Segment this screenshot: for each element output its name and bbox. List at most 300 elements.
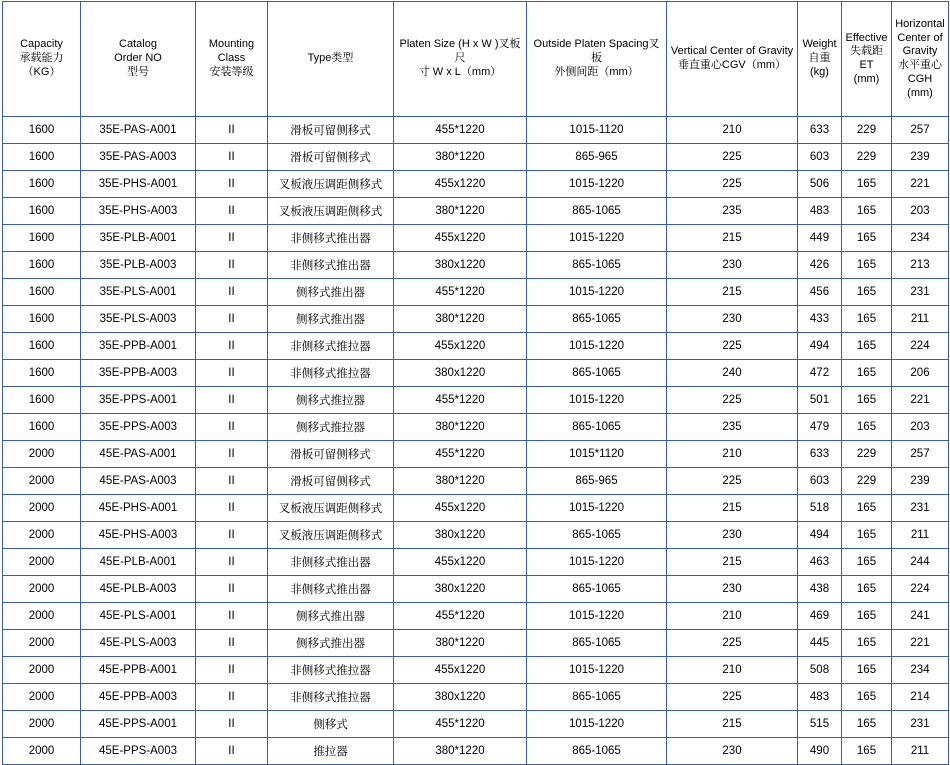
- cell-type: 非侧移式推出器: [268, 576, 394, 603]
- cell-capacity: 2000: [3, 468, 81, 495]
- cell-et: 229: [842, 441, 892, 468]
- cell-type: 非侧移式推拉器: [268, 333, 394, 360]
- cell-mounting: II: [196, 198, 268, 225]
- cell-cgh: 214: [892, 684, 949, 711]
- cell-vcg: 240: [667, 360, 798, 387]
- table-row: [3, 549, 949, 576]
- column-header-capacity: [3, 2, 81, 117]
- column-header-line: 寸 W x L（mm）: [418, 65, 502, 78]
- cell-cgh: 221: [892, 387, 949, 414]
- cell-outside_spacing: 865-1065: [527, 576, 667, 603]
- cell-vcg: 215: [667, 549, 798, 576]
- cell-mounting: II: [196, 657, 268, 684]
- cell-et: 229: [842, 117, 892, 144]
- cell-cgh: 221: [892, 630, 949, 657]
- cell-cgh: 239: [892, 144, 949, 171]
- cell-mounting: II: [196, 684, 268, 711]
- cell-cgh: 257: [892, 441, 949, 468]
- cell-platen_size: 455x1220: [394, 333, 527, 360]
- cell-type: 侧移式推拉器: [268, 387, 394, 414]
- cell-catalog: 45E-PPS-A001: [81, 711, 196, 738]
- cell-capacity: 1600: [3, 225, 81, 252]
- cell-catalog: 35E-PAS-A001: [81, 117, 196, 144]
- cell-mounting: II: [196, 711, 268, 738]
- column-header-line: Type类型: [307, 52, 354, 65]
- cell-et: 165: [842, 279, 892, 306]
- cell-et: 165: [842, 522, 892, 549]
- cell-cgh: 203: [892, 198, 949, 225]
- cell-outside_spacing: 1015-1220: [527, 549, 667, 576]
- cell-outside_spacing: 865-1065: [527, 630, 667, 657]
- table-row: [3, 360, 949, 387]
- cell-catalog: 45E-PAS-A003: [81, 468, 196, 495]
- column-header-line: Class: [217, 52, 246, 65]
- cell-cgh: 203: [892, 414, 949, 441]
- cell-outside_spacing: 1015-1220: [527, 657, 667, 684]
- column-header-line: Weight: [802, 38, 837, 51]
- cell-weight: 438: [798, 576, 842, 603]
- cell-weight: 469: [798, 603, 842, 630]
- cell-capacity: 1600: [3, 333, 81, 360]
- cell-mounting: II: [196, 333, 268, 360]
- cell-vcg: 215: [667, 711, 798, 738]
- cell-mounting: II: [196, 117, 268, 144]
- cell-capacity: 2000: [3, 576, 81, 603]
- column-header-line: Center of: [897, 31, 943, 44]
- cell-cgh: 211: [892, 738, 949, 765]
- cell-type: 侧移式推拉器: [268, 414, 394, 441]
- cell-weight: 445: [798, 630, 842, 657]
- column-header-line: Order NO: [114, 52, 162, 65]
- cell-cgh: 211: [892, 306, 949, 333]
- cell-weight: 483: [798, 684, 842, 711]
- cell-weight: 494: [798, 522, 842, 549]
- cell-mounting: II: [196, 738, 268, 765]
- cell-vcg: 210: [667, 441, 798, 468]
- cell-weight: 449: [798, 225, 842, 252]
- cell-catalog: 35E-PPS-A001: [81, 387, 196, 414]
- cell-outside_spacing: 865-1065: [527, 684, 667, 711]
- cell-mounting: II: [196, 414, 268, 441]
- cell-type: 非侧移式推出器: [268, 549, 394, 576]
- table-row: [3, 279, 949, 306]
- cell-capacity: 1600: [3, 117, 81, 144]
- cell-cgh: 231: [892, 495, 949, 522]
- cell-capacity: 1600: [3, 306, 81, 333]
- cell-outside_spacing: 1015-1220: [527, 171, 667, 198]
- table-row: [3, 252, 949, 279]
- column-header-catalog: [81, 2, 196, 117]
- cell-mounting: II: [196, 360, 268, 387]
- cell-outside_spacing: 865-1065: [527, 414, 667, 441]
- cell-et: 165: [842, 576, 892, 603]
- cell-type: 侧移式推出器: [268, 630, 394, 657]
- cell-cgh: 221: [892, 171, 949, 198]
- cell-mounting: II: [196, 495, 268, 522]
- cell-weight: 603: [798, 468, 842, 495]
- cell-platen_size: 455x1220: [394, 549, 527, 576]
- cell-vcg: 235: [667, 414, 798, 441]
- cell-et: 165: [842, 414, 892, 441]
- cell-cgh: 231: [892, 279, 949, 306]
- cell-vcg: 210: [667, 657, 798, 684]
- cell-catalog: 35E-PLB-A003: [81, 252, 196, 279]
- cell-type: 滑板可留侧移式: [268, 144, 394, 171]
- cell-outside_spacing: 865-1065: [527, 252, 667, 279]
- cell-weight: 433: [798, 306, 842, 333]
- table-row: [3, 306, 949, 333]
- cell-vcg: 225: [667, 144, 798, 171]
- cell-platen_size: 455*1220: [394, 441, 527, 468]
- cell-mounting: II: [196, 144, 268, 171]
- table-row: [3, 576, 949, 603]
- column-header-line: (mm): [907, 86, 933, 99]
- table-row: [3, 468, 949, 495]
- cell-type: 侧移式: [268, 711, 394, 738]
- cell-capacity: 2000: [3, 684, 81, 711]
- cell-platen_size: 455*1220: [394, 387, 527, 414]
- cell-weight: 501: [798, 387, 842, 414]
- column-header-weight: [798, 2, 842, 117]
- table-row: [3, 684, 949, 711]
- cell-type: 侧移式推出器: [268, 279, 394, 306]
- cell-catalog: 35E-PAS-A003: [81, 144, 196, 171]
- cell-type: 叉板液压调距侧移式: [268, 171, 394, 198]
- table-row: [3, 144, 949, 171]
- cell-cgh: 234: [892, 657, 949, 684]
- column-header-line: 承载能力: [19, 52, 64, 65]
- cell-platen_size: 455x1220: [394, 495, 527, 522]
- cell-mounting: II: [196, 171, 268, 198]
- column-header-line: Vertical Center of Gravity: [670, 45, 794, 58]
- cell-platen_size: 455*1220: [394, 603, 527, 630]
- cell-capacity: 1600: [3, 387, 81, 414]
- cell-cgh: 211: [892, 522, 949, 549]
- cell-outside_spacing: 865-1065: [527, 306, 667, 333]
- cell-catalog: 45E-PPB-A003: [81, 684, 196, 711]
- cell-catalog: 35E-PHS-A003: [81, 198, 196, 225]
- cell-capacity: 2000: [3, 657, 81, 684]
- cell-platen_size: 380x1220: [394, 360, 527, 387]
- cell-outside_spacing: 1015-1220: [527, 495, 667, 522]
- column-header-line: （KG）: [22, 65, 61, 78]
- table-header: [3, 2, 949, 117]
- cell-cgh: 244: [892, 549, 949, 576]
- cell-mounting: II: [196, 306, 268, 333]
- cell-type: 非侧移式推出器: [268, 225, 394, 252]
- cell-et: 165: [842, 495, 892, 522]
- cell-platen_size: 455*1220: [394, 279, 527, 306]
- cell-weight: 456: [798, 279, 842, 306]
- cell-platen_size: 380*1220: [394, 306, 527, 333]
- cell-outside_spacing: 865-1065: [527, 198, 667, 225]
- cell-outside_spacing: 865-1065: [527, 738, 667, 765]
- cell-catalog: 45E-PLS-A003: [81, 630, 196, 657]
- cell-type: 非侧移式推出器: [268, 252, 394, 279]
- cell-mounting: II: [196, 522, 268, 549]
- cell-et: 229: [842, 144, 892, 171]
- cell-catalog: 35E-PHS-A001: [81, 171, 196, 198]
- cell-et: 165: [842, 306, 892, 333]
- cell-mounting: II: [196, 387, 268, 414]
- table-row: [3, 738, 949, 765]
- table-row: [3, 711, 949, 738]
- cell-vcg: 230: [667, 522, 798, 549]
- column-header-outside_spacing: [527, 2, 667, 117]
- column-header-mounting: [196, 2, 268, 117]
- cell-outside_spacing: 865-1065: [527, 522, 667, 549]
- cell-cgh: 239: [892, 468, 949, 495]
- cell-type: 叉板液压调距侧移式: [268, 522, 394, 549]
- cell-platen_size: 380x1220: [394, 522, 527, 549]
- cell-platen_size: 455*1220: [394, 711, 527, 738]
- cell-et: 165: [842, 252, 892, 279]
- cell-et: 165: [842, 360, 892, 387]
- cell-type: 侧移式推出器: [268, 603, 394, 630]
- cell-outside_spacing: 1015-1220: [527, 711, 667, 738]
- cell-platen_size: 455*1220: [394, 117, 527, 144]
- cell-mounting: II: [196, 225, 268, 252]
- cell-weight: 603: [798, 144, 842, 171]
- column-header-platen_size: [394, 2, 527, 117]
- cell-et: 165: [842, 603, 892, 630]
- column-header-line: (mm): [853, 72, 880, 85]
- cell-vcg: 230: [667, 576, 798, 603]
- column-header-cgh: [892, 2, 949, 117]
- cell-cgh: 231: [892, 711, 949, 738]
- column-header-et: [842, 2, 892, 117]
- cell-platen_size: 455x1220: [394, 657, 527, 684]
- table-row: [3, 522, 949, 549]
- cell-weight: 463: [798, 549, 842, 576]
- cell-type: 非侧移式推拉器: [268, 360, 394, 387]
- column-header-line: 安装等级: [209, 65, 254, 78]
- cell-capacity: 2000: [3, 495, 81, 522]
- cell-vcg: 235: [667, 198, 798, 225]
- cell-et: 165: [842, 387, 892, 414]
- cell-weight: 483: [798, 198, 842, 225]
- cell-weight: 633: [798, 117, 842, 144]
- cell-capacity: 2000: [3, 711, 81, 738]
- cell-vcg: 215: [667, 279, 798, 306]
- cell-mounting: II: [196, 468, 268, 495]
- cell-capacity: 2000: [3, 603, 81, 630]
- cell-mounting: II: [196, 441, 268, 468]
- cell-vcg: 225: [667, 468, 798, 495]
- cell-platen_size: 455x1220: [394, 225, 527, 252]
- cell-et: 165: [842, 225, 892, 252]
- cell-vcg: 230: [667, 252, 798, 279]
- cell-outside_spacing: 1015-1220: [527, 387, 667, 414]
- cell-vcg: 230: [667, 306, 798, 333]
- cell-et: 165: [842, 738, 892, 765]
- cell-type: 侧移式推出器: [268, 306, 394, 333]
- cell-outside_spacing: 1015-1220: [527, 333, 667, 360]
- column-header-line: 水平重心CGH: [898, 59, 942, 85]
- cell-catalog: 45E-PLB-A001: [81, 549, 196, 576]
- cell-et: 165: [842, 333, 892, 360]
- cell-cgh: 206: [892, 360, 949, 387]
- cell-platen_size: 455x1220: [394, 171, 527, 198]
- cell-capacity: 1600: [3, 414, 81, 441]
- column-header-line: 自重: [808, 52, 831, 65]
- cell-capacity: 1600: [3, 360, 81, 387]
- column-header-line: 外侧间距（mm）: [554, 65, 639, 78]
- cell-type: 滑板可留侧移式: [268, 468, 394, 495]
- cell-outside_spacing: 865-965: [527, 144, 667, 171]
- column-header-line: 垂直重心CGV（mm）: [677, 59, 787, 71]
- cell-catalog: 35E-PLS-A001: [81, 279, 196, 306]
- header-row: [3, 2, 949, 117]
- cell-type: 叉板液压调距侧移式: [268, 198, 394, 225]
- cell-mounting: II: [196, 630, 268, 657]
- cell-platen_size: 380*1220: [394, 468, 527, 495]
- cell-weight: 518: [798, 495, 842, 522]
- cell-vcg: 225: [667, 171, 798, 198]
- cell-outside_spacing: 1015-1220: [527, 603, 667, 630]
- cell-cgh: 224: [892, 333, 949, 360]
- cell-platen_size: 380*1220: [394, 738, 527, 765]
- cell-weight: 633: [798, 441, 842, 468]
- cell-outside_spacing: 1015*1120: [527, 441, 667, 468]
- cell-capacity: 2000: [3, 441, 81, 468]
- cell-capacity: 2000: [3, 738, 81, 765]
- cell-weight: 479: [798, 414, 842, 441]
- cell-et: 165: [842, 630, 892, 657]
- cell-weight: 506: [798, 171, 842, 198]
- cell-mounting: II: [196, 279, 268, 306]
- cell-type: 非侧移式推拉器: [268, 657, 394, 684]
- cell-weight: 494: [798, 333, 842, 360]
- column-header-vcg: [667, 2, 798, 117]
- table-row: [3, 171, 949, 198]
- cell-weight: 508: [798, 657, 842, 684]
- cell-catalog: 45E-PLB-A003: [81, 576, 196, 603]
- cell-capacity: 2000: [3, 630, 81, 657]
- cell-catalog: 35E-PPB-A003: [81, 360, 196, 387]
- table-row: [3, 387, 949, 414]
- cell-vcg: 210: [667, 603, 798, 630]
- cell-et: 165: [842, 198, 892, 225]
- cell-catalog: 35E-PPB-A001: [81, 333, 196, 360]
- cell-type: 滑板可留侧移式: [268, 117, 394, 144]
- table-row: [3, 657, 949, 684]
- cell-capacity: 1600: [3, 198, 81, 225]
- cell-weight: 426: [798, 252, 842, 279]
- cell-catalog: 35E-PLS-A003: [81, 306, 196, 333]
- cell-et: 229: [842, 468, 892, 495]
- cell-catalog: 45E-PPB-A001: [81, 657, 196, 684]
- column-header-line: Outside Platen Spacing叉板: [533, 38, 660, 65]
- cell-et: 165: [842, 549, 892, 576]
- column-header-line: Gravity: [902, 45, 938, 58]
- cell-outside_spacing: 1015-1120: [527, 117, 667, 144]
- column-header-line: Platen Size (H x W )叉板尺: [399, 38, 521, 65]
- cell-weight: 472: [798, 360, 842, 387]
- cell-catalog: 35E-PPS-A003: [81, 414, 196, 441]
- cell-cgh: 241: [892, 603, 949, 630]
- cell-vcg: 215: [667, 225, 798, 252]
- column-header-line: 失载距ET: [850, 45, 883, 71]
- table-row: [3, 495, 949, 522]
- cell-platen_size: 380x1220: [394, 684, 527, 711]
- cell-type: 推拉器: [268, 738, 394, 765]
- cell-catalog: 35E-PLB-A001: [81, 225, 196, 252]
- table-row: [3, 630, 949, 657]
- cell-mounting: II: [196, 603, 268, 630]
- cell-capacity: 1600: [3, 144, 81, 171]
- column-header-type: [268, 2, 394, 117]
- cell-cgh: 224: [892, 576, 949, 603]
- cell-platen_size: 380*1220: [394, 414, 527, 441]
- cell-capacity: 2000: [3, 549, 81, 576]
- cell-vcg: 225: [667, 684, 798, 711]
- cell-vcg: 225: [667, 630, 798, 657]
- cell-et: 165: [842, 684, 892, 711]
- cell-platen_size: 380x1220: [394, 576, 527, 603]
- cell-platen_size: 380x1220: [394, 252, 527, 279]
- cell-capacity: 1600: [3, 171, 81, 198]
- cell-type: 非侧移式推拉器: [268, 684, 394, 711]
- cell-catalog: 45E-PHS-A001: [81, 495, 196, 522]
- column-header-line: Horizontal: [895, 17, 945, 30]
- cell-cgh: 234: [892, 225, 949, 252]
- cell-catalog: 45E-PHS-A003: [81, 522, 196, 549]
- cell-mounting: II: [196, 576, 268, 603]
- cell-vcg: 215: [667, 495, 798, 522]
- cell-mounting: II: [196, 252, 268, 279]
- specification-table: [2, 1, 949, 765]
- cell-et: 165: [842, 711, 892, 738]
- cell-outside_spacing: 1015-1220: [527, 225, 667, 252]
- cell-et: 165: [842, 657, 892, 684]
- cell-vcg: 225: [667, 333, 798, 360]
- table-row: [3, 333, 949, 360]
- column-header-line: Capacity: [20, 38, 63, 51]
- cell-platen_size: 380*1220: [394, 198, 527, 225]
- cell-type: 滑板可留侧移式: [268, 441, 394, 468]
- table-row: [3, 117, 949, 144]
- cell-capacity: 1600: [3, 279, 81, 306]
- cell-vcg: 210: [667, 117, 798, 144]
- cell-catalog: 45E-PAS-A001: [81, 441, 196, 468]
- cell-vcg: 230: [667, 738, 798, 765]
- column-header-line: (kg): [810, 65, 829, 78]
- cell-cgh: 213: [892, 252, 949, 279]
- cell-capacity: 2000: [3, 522, 81, 549]
- cell-outside_spacing: 1015-1220: [527, 279, 667, 306]
- cell-platen_size: 380*1220: [394, 144, 527, 171]
- cell-outside_spacing: 865-965: [527, 468, 667, 495]
- cell-outside_spacing: 865-1065: [527, 360, 667, 387]
- cell-cgh: 257: [892, 117, 949, 144]
- cell-catalog: 45E-PLS-A001: [81, 603, 196, 630]
- table-row: [3, 414, 949, 441]
- cell-et: 165: [842, 171, 892, 198]
- column-header-line: Effective: [845, 31, 888, 44]
- table-row: [3, 603, 949, 630]
- cell-platen_size: 380*1220: [394, 630, 527, 657]
- column-header-line: Mounting: [208, 38, 255, 51]
- cell-catalog: 45E-PPS-A003: [81, 738, 196, 765]
- cell-weight: 490: [798, 738, 842, 765]
- cell-weight: 515: [798, 711, 842, 738]
- table-body: [3, 117, 949, 765]
- cell-capacity: 1600: [3, 252, 81, 279]
- cell-mounting: II: [196, 549, 268, 576]
- table-row: [3, 198, 949, 225]
- column-header-line: 型号: [127, 65, 149, 78]
